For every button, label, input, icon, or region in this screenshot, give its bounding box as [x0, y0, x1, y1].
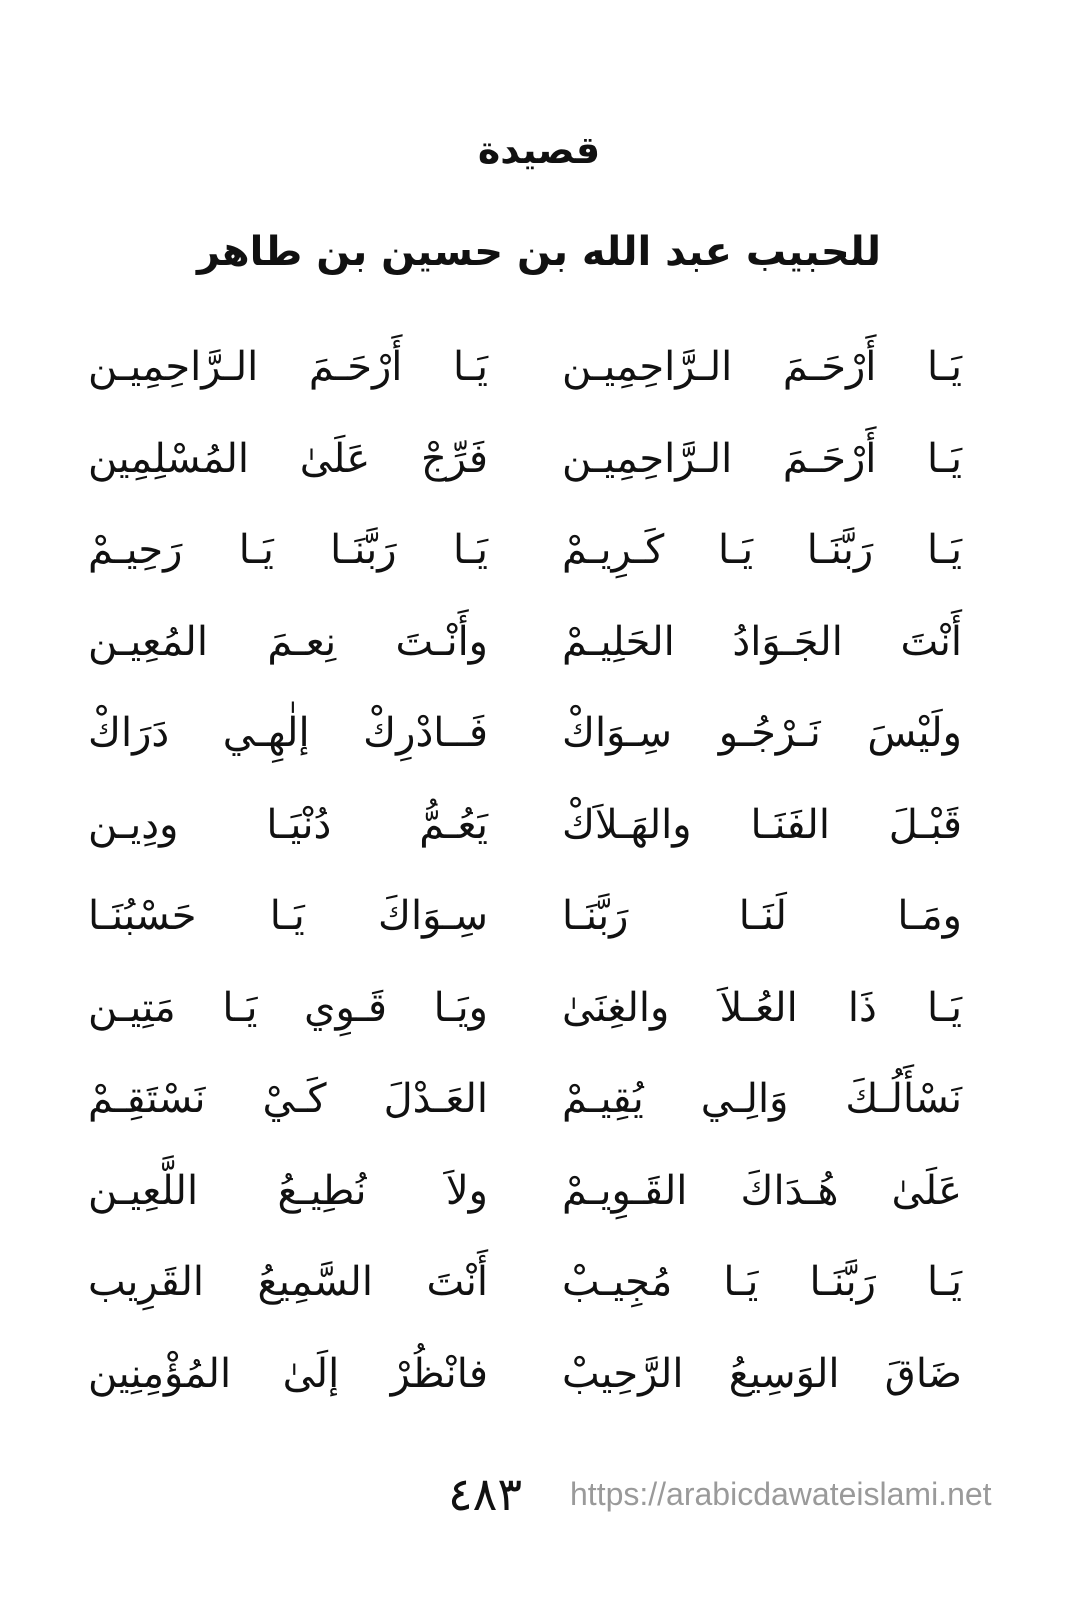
verse-first-hemistich: ضَاقَ الوَسِيعُ الرَّحِيبْ: [562, 1350, 962, 1397]
verse-second-hemistich: وأَنْـتَ نِعـمَ المُعِيـن: [88, 618, 488, 665]
verse-first-hemistich: نَسْأَلُـكَ وَالِـي يُقِيـمْ: [562, 1076, 962, 1122]
verse-first-hemistich: يَـا ذَا العُـلاَ والغِنَىٰ: [562, 984, 962, 1031]
verse-first-hemistich: ومَـا لَنَـا رَبَّنَـا: [562, 893, 962, 939]
verse-first-hemistich: قَبْـلَ الفَنَـا والهَـلاَكْ: [562, 801, 962, 848]
verse-first-hemistich: ولَيْسَ نَـرْجُـو سِـوَاكْ: [562, 710, 962, 756]
verse-second-hemistich: يَعُـمُّ دُنْيَـا ودِيـن: [88, 801, 488, 848]
poem-title: قصيدة: [477, 128, 601, 172]
page-number: ٤٨٣: [447, 1467, 523, 1521]
verse-second-hemistich: ولاَ نُطِيـعُ اللَّعِيـن: [88, 1167, 488, 1214]
verse-second-hemistich: فَــادْرِكْ إلٰهِـي دَرَاكْ: [88, 710, 488, 756]
verse-first-hemistich: عَلَىٰ هُـدَاكَ القَـوِيـمْ: [562, 1167, 962, 1214]
verse-second-hemistich: سِـوَاكَ يَـا حَسْبُنَـا: [88, 893, 488, 939]
verse-first-hemistich: يَـا رَبَّنَـا يَـا كَـرِيـمْ: [562, 527, 962, 573]
verse-row: [40, 601, 1040, 693]
verse-row: [40, 1058, 1040, 1150]
poem-verses: [40, 326, 1040, 1424]
verse-row: [40, 1150, 1040, 1242]
verse-second-hemistich: أَنْتَ السَّمِيعُ القَرِيب: [88, 1259, 488, 1305]
verse-first-hemistich: يَـا أَرْحَـمَ الـرَّاحِمِيـن: [562, 435, 962, 482]
watermark-url: https://arabicdawateislami.net: [570, 1476, 992, 1512]
verse-second-hemistich: ويَـا قَـوِي يَـا مَتِيـن: [88, 984, 488, 1031]
verse-row: [40, 1241, 1040, 1333]
verse-second-hemistich: يَـا رَبَّنَـا يَـا رَحِيـمْ: [88, 527, 488, 573]
verse-second-hemistich: العَـدْلَ كَـيْ نَسْتَقِـمْ: [88, 1076, 488, 1122]
verse-row: [40, 692, 1040, 784]
verse-row: [40, 875, 1040, 967]
verse-second-hemistich: فَرِّجْ عَلَىٰ المُسْلِمِين: [88, 435, 488, 482]
verse-row: [40, 784, 1040, 876]
verse-second-hemistich: يَـا أَرْحَـمَ الـرَّاحِمِيـن: [88, 344, 488, 390]
verse-row: [40, 509, 1040, 601]
verse-row: [40, 418, 1040, 510]
poem-author: للحبيب عبد الله بن حسين بن طاهر: [196, 229, 881, 275]
verse-first-hemistich: أَنْتَ الجَـوَادُ الحَلِيـمْ: [562, 618, 962, 665]
page-footer: [0, 1462, 1078, 1532]
verse-row: [40, 967, 1040, 1059]
verse-first-hemistich: يَـا أَرْحَـمَ الـرَّاحِمِيـن: [562, 344, 962, 390]
verse-row: [40, 326, 1040, 418]
verse-row: [40, 1333, 1040, 1425]
verse-second-hemistich: فانْظُرْ إلَىٰ المُؤْمِنِين: [88, 1350, 488, 1397]
verse-first-hemistich: يَـا رَبَّنَـا يَـا مُجِيـبْ: [562, 1259, 962, 1305]
